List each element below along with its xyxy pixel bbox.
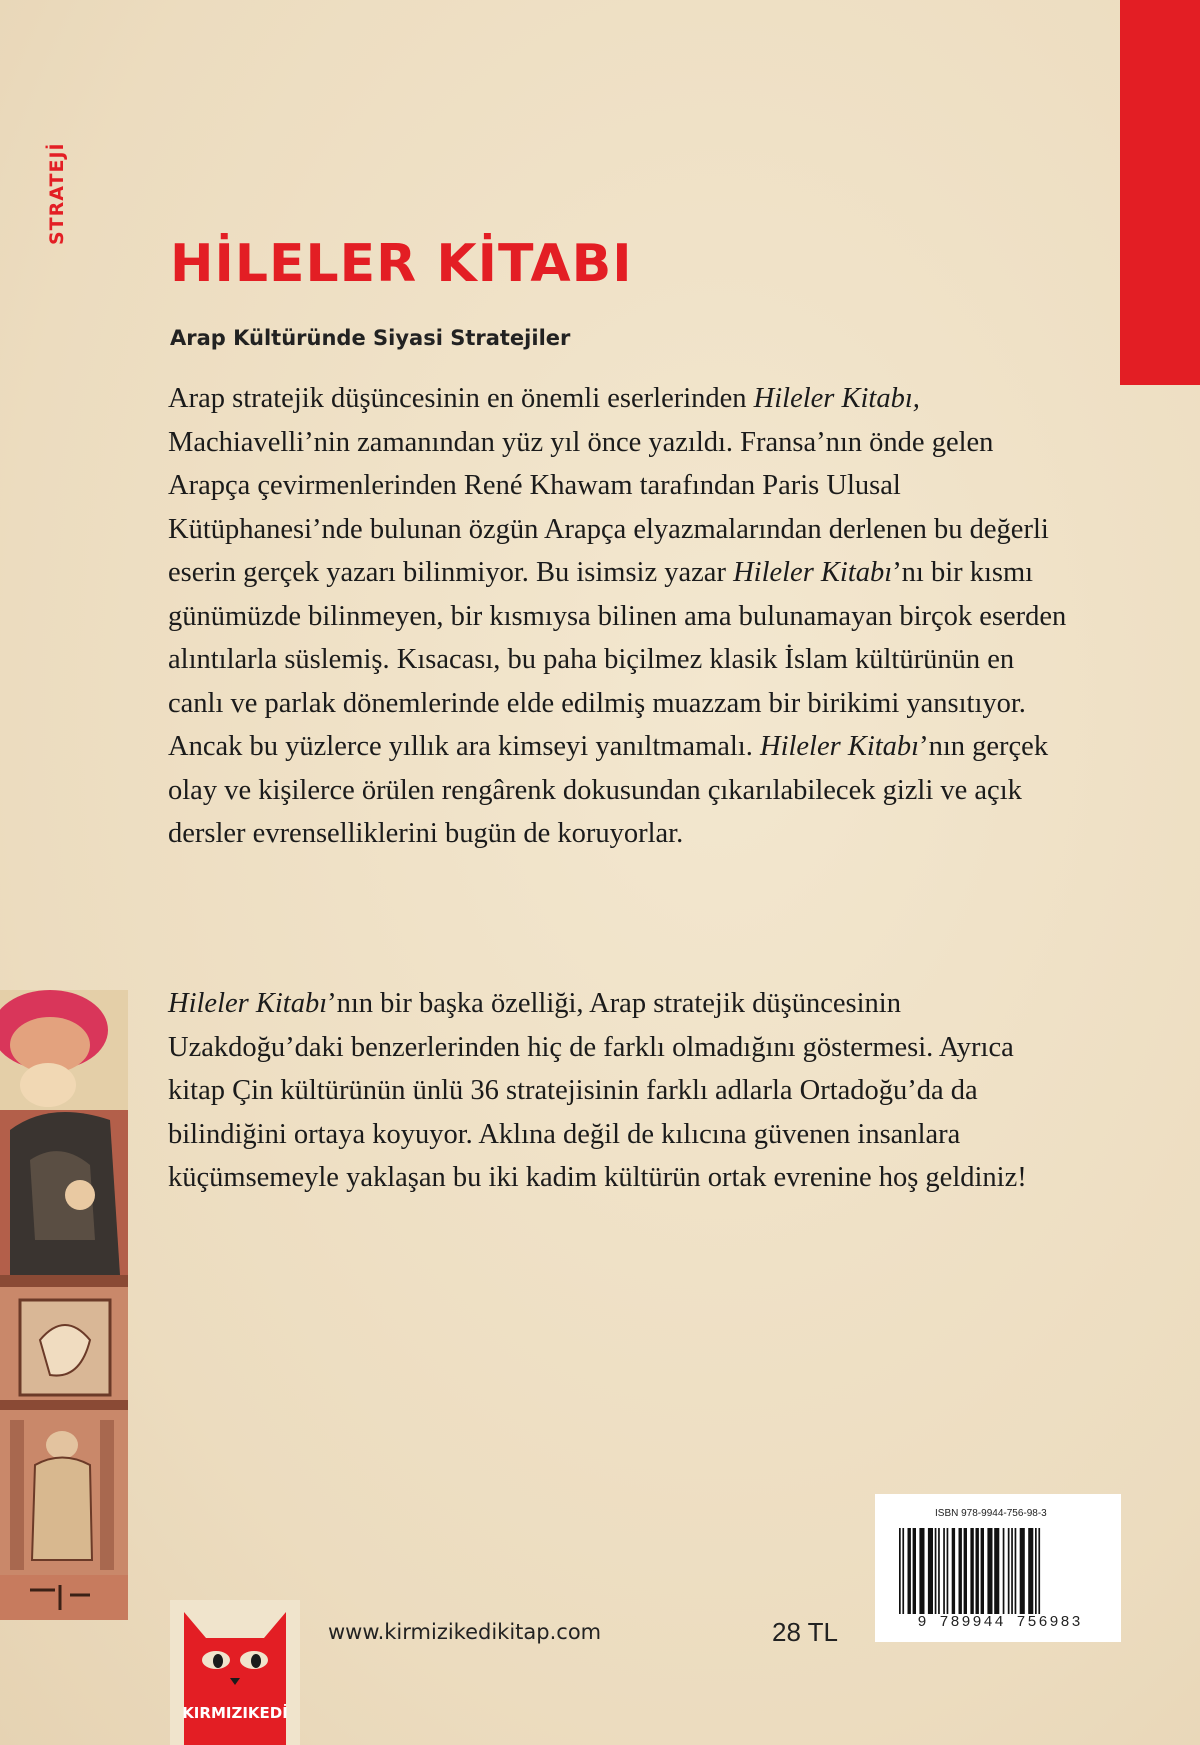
book-subtitle: Arap Kültüründe Siyasi Stratejiler: [170, 326, 571, 350]
barcode-bar: [928, 1528, 933, 1614]
barcode-bar: [1038, 1528, 1040, 1614]
blurb-text-run: Machiavelli’nin zamanından yüz yıl önce yazıldı. Fransa’nın önde gelen Arapça çevirmenlerinden René Khawam tarafından Paris Ulusal Kütüphanesi’nde bulunan özgün Arapça elyazmalarından derlenen bu değerli eserin gerçek yazarı bilinmiyor. Bu isimsiz yazar: [168, 426, 1049, 588]
barcode-bar: [902, 1528, 904, 1614]
publisher-logo-text: KIRMIZIKEDİ: [182, 1704, 288, 1722]
isbn-barcode: [897, 1528, 1105, 1614]
barcode-bar: [959, 1528, 962, 1614]
book-title-italic: Hileler Kitabı: [759, 731, 920, 762]
miniature-illustration: [0, 990, 128, 1620]
barcode-bar: [919, 1528, 924, 1614]
barcode-bar: [970, 1528, 973, 1614]
book-title: HİLELER KİTABI: [170, 234, 633, 294]
barcode-bar: [981, 1528, 984, 1614]
barcode-bar: [1035, 1528, 1037, 1614]
blurb-text-run: ’nın gerçek olay ve kişilerce örülen rengârenk dokusundan çıkarılabilecek gizli ve açık dersler evrenselliklerini bugün de koruyorlar.: [168, 731, 1049, 849]
barcode-bar: [976, 1528, 979, 1614]
blurb-text-run: ’nın bir başka özelliği, Arap stratejik düşüncesinin Uzakdoğu’daki benzerlerinden hiç de farklı olmadığını göstermesi. Ayrıca kitap Çin kültürünün ünlü 36 stratejisinin farklı adlarla Ortadoğu’da da bilindiğini ortaya koyuyor. Aklına değil de kılıcına güvenen insanlara küçümsemeyle yaklaşan bu iki kadim kültürün ortak evrenine hoş geldiniz!: [168, 988, 1027, 1193]
category-label: STRATEJİ: [46, 142, 68, 245]
blurb-text-run: ’nı bir kısmı günümüzde bilinmeyen, bir kısmıysa bilinen ama bulunamayan birçok eserden alıntılarla süslemiş. Kısacası, bu paha biçilmez klasik İslam kültürünün en canlı ve parlak dönemlerinde elde edilmiş muazzam bir birikimi yansıtıyor. Ancak bu yüzlerce yıllık ara kimseyi yanıltmamalı.: [168, 557, 1067, 762]
barcode-bar: [1008, 1528, 1010, 1614]
barcode-bar: [943, 1528, 945, 1614]
book-title-italic: Hileler Kitabı: [733, 557, 893, 588]
barcode-bar: [908, 1528, 911, 1614]
book-title-italic: Hileler Kitabı: [168, 988, 328, 1019]
barcode-bar: [938, 1528, 940, 1614]
isbn-label: ISBN 978-9944-756-98-3: [935, 1508, 1047, 1519]
barcode-bar: [899, 1528, 901, 1614]
barcode-bar: [1028, 1528, 1033, 1614]
blurb-paragraph-1: [168, 377, 1068, 856]
barcode-bar: [1003, 1528, 1005, 1614]
barcode-bar: [947, 1528, 949, 1614]
blurb-text-run: Arap stratejik düşüncesinin en önemli eserlerinden: [168, 383, 754, 414]
book-title-italic: Hileler Kitabı,: [753, 383, 920, 414]
barcode-bar: [994, 1528, 999, 1614]
isbn-digits: 9 789944 756983: [885, 1614, 1115, 1631]
blurb-paragraph-2: [168, 982, 1068, 1200]
barcode-bar: [987, 1528, 992, 1614]
barcode-bar: [964, 1528, 967, 1614]
price-label: 28 TL: [772, 1617, 839, 1647]
barcode-bar: [952, 1528, 955, 1614]
barcode-bar: [935, 1528, 937, 1614]
red-accent-band: [1120, 0, 1200, 385]
barcode-bar: [1015, 1528, 1017, 1614]
barcode-bar: [1011, 1528, 1013, 1614]
barcode-bar: [1020, 1528, 1025, 1614]
barcode-panel: [875, 1494, 1121, 1642]
barcode-bar: [913, 1528, 916, 1614]
publisher-logo: [170, 1600, 300, 1745]
publisher-website[interactable]: www.kirmizikedikitap.com: [328, 1620, 602, 1644]
